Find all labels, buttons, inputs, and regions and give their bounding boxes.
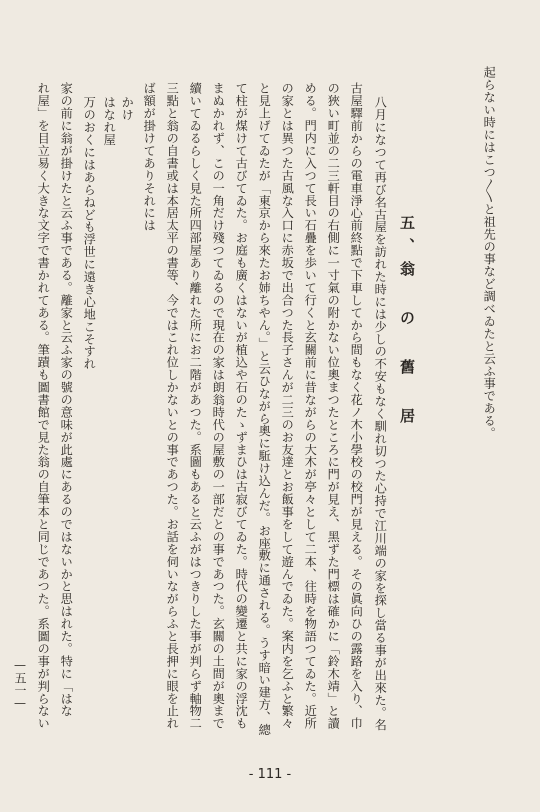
section-heading: 五、翁 の 舊 居 (398, 215, 416, 431)
text-column-8: て柱が煤けて古びてゐた。お庭も廣くはないが植込や石のたゝずまひは古寂びてゐた。時代の變遷と共に家の浮沈も (234, 82, 249, 730)
text-column-7: と見上げてゐたが「東京から來たお姉ちやん。」と云ひながら奧に駈け込んだ。お座敷に通される。うす暗い建方、總 (257, 82, 272, 736)
text-column-10: 續いてゐるらしく見た所四部屋あり離れた所にお二階があつた。系圖もあると云ふがはつきりした事が判らず軸物二 (188, 82, 203, 730)
side-page-number: —五一— (13, 658, 27, 710)
text-column-3: 古屋驛前からの電車淨心前終點で下車してから間もなく花ノ木小學校の校門が見える。その眞向ひの露路を入り、巾 (349, 82, 364, 730)
text-column-16: 家の前に翁が掛けたと云ふ事である。離家と云ふ家の號の意味が此處にあるのではないかと思はれた。特に「はな (59, 82, 74, 717)
text-column-17: れ屋」を目立易く大きな文字で書かれてある。筆蹟も圖書館で見た翁の自筆本と同じであつた。系圖の事が判らない (36, 82, 51, 730)
text-column-12: ば額が掛けてありそれには (142, 82, 157, 232)
text-column-11: 三點と翁の自書或は本居太平の書等、今ではこれ位しかないとの事であつた。お話を伺いながらふと長押に眼を止れ (165, 82, 180, 730)
text-column-14: はなれ屋 (102, 96, 117, 146)
text-column-6: の家とは異つた古風な入口に赤坂で出合つた長子さんが二三のお友達とお飯事をして遊んでゐた。案内を乞ふと繁々 (280, 82, 295, 730)
text-column-9: まぬかれず、この一角だけ殘つてゐるので現在の家は朗翁時代の屋敷の一部だとの事であつた。玄關の土間が奧まで (211, 82, 226, 730)
text-column-1: 起らない時にはこつ〳〵と祖先の事など調べゐたと云ふ事である。 (482, 66, 497, 440)
text-column-2: 八月になつて再び名古屋を訪れた時には少しの不安もなく馴れ切つた心持で江川端の家を探し當る事が出來た。名 (373, 96, 388, 731)
text-column-4: の狹い町並の二三軒目の右側に一寸氣の附かない位奧まつたところに門が見え、黑ずた門標は確かに「鈴木靖」と讀 (326, 82, 341, 730)
text-column-15: 万のおくにはあらねども浮世に遠き心地こそすれ (82, 96, 97, 370)
text-column-5: める。門内に入つて長い石疊を歩いて行くと玄關前に昔ながらの大木が亭々として二本、往時を物語つてゐた。近所 (303, 82, 318, 730)
text-column-13: かけ (120, 96, 135, 121)
page-number: - 111 - (248, 767, 292, 782)
